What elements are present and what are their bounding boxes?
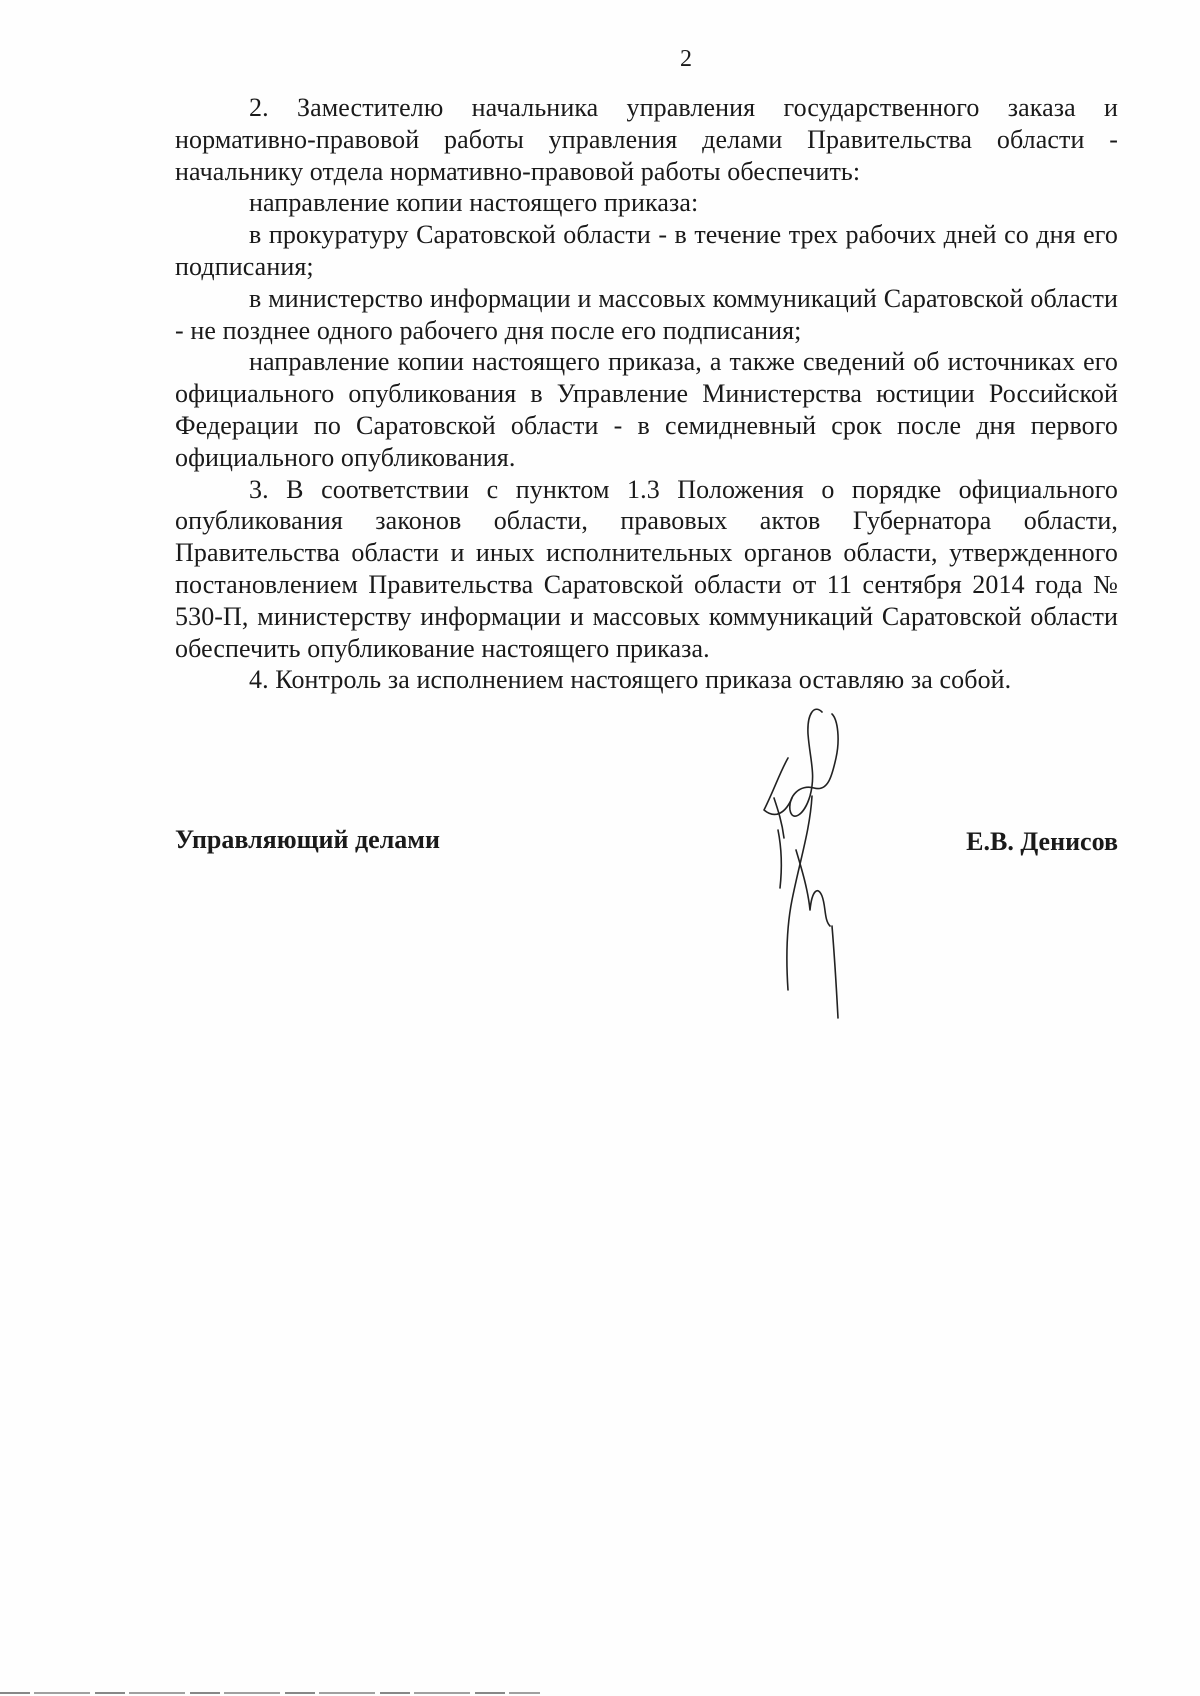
signatory-name: Е.В. Денисов [966, 827, 1118, 856]
paragraph-4: 4. Контроль за исполнением настоящего приказа оставляю за собой. [249, 665, 1012, 695]
scan-edge-line [0, 1692, 540, 1694]
paragraph-2: 2. Заместителю начальника управления государственного заказа и нормативно-правовой работы управления делами Правительства области - начальнику отдела нормативно-правовой работы обеспечить: [175, 93, 1118, 186]
paragraph-copies: направление копии настоящего приказа: [249, 188, 699, 218]
paragraph-ministry: в министерство информации и массовых коммуникаций Саратовской области - не позднее одного рабочего дня после его подписания; [175, 283, 1118, 345]
paragraph-3: 3. В соответствии с пунктом 1.3 Положения о порядке официального опубликования законов области, правовых актов Губернатора области, Правительства области и иных исполнительных органов области, утвержденного постановлением Правительства Саратовской области от 11 сентября 2014 года № 530-П, министерству информации и массовых коммуникаций Саратовской области обеспечить опубликование настоящего приказа. [175, 474, 1118, 663]
paragraph-prosecutor: в прокуратуру Саратовской области - в течение трех рабочих дней со дня его подписания; [175, 220, 1118, 281]
paragraph-justice: направление копии настоящего приказа, а также сведений об источниках его официального опубликования в Управление Министерства юстиции Российской Федерации по Саратовской области - в семидневный срок после дня первого официального опубликования. [175, 347, 1118, 472]
page-number: 2 [680, 46, 692, 72]
handwritten-signature [752, 700, 864, 1030]
signatory-title: Управляющий делами [175, 825, 440, 854]
document-body [175, 92, 1118, 696]
